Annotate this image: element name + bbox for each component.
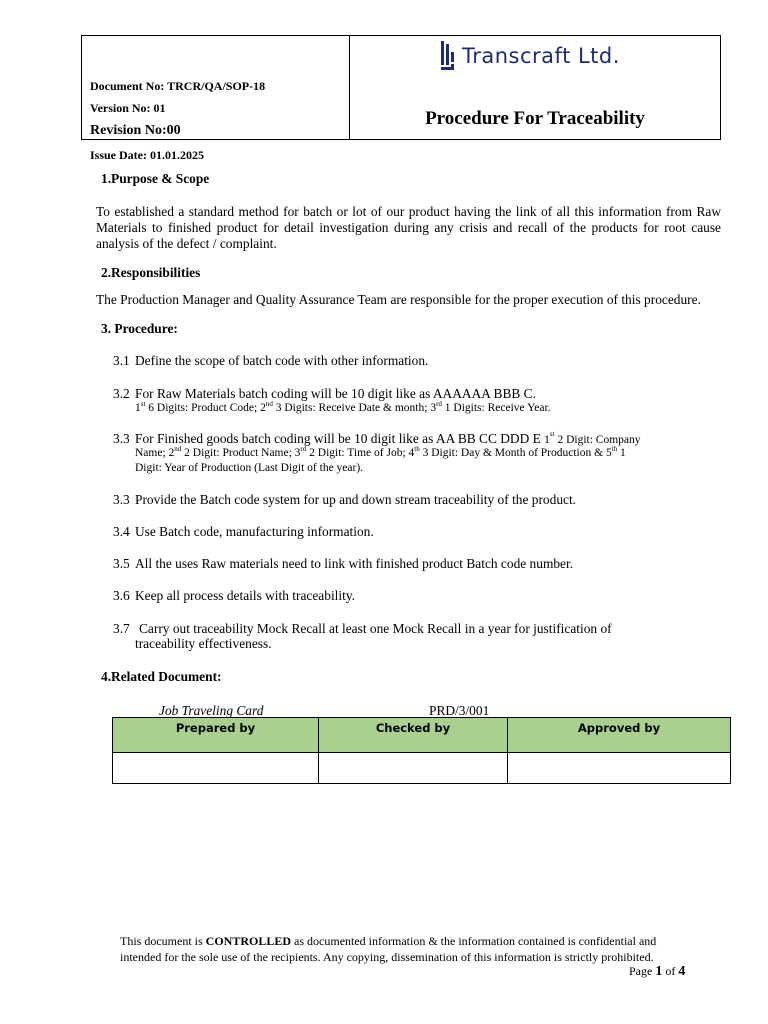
- procedure-item-number: 3.4: [113, 524, 130, 539]
- raw-material-code-detail: 1st 6 Digits: Product Code; 2nd 3 Digits: Receive Date & month; 3rd 1 Digits: Receive Year.: [135, 400, 551, 414]
- procedure-item-text: Carry out traceability Mock Recall at least one Mock Recall in a year for justification of: [139, 621, 612, 636]
- related-document-name: Job Traveling Card: [159, 703, 264, 718]
- finished-goods-code-detail: Name; 2nd 2 Digit: Product Name; 3rd 2 Digit: Time of Job; 4th 3 Digit: Day & Month of Production & 5th 1: [135, 445, 626, 459]
- procedure-item-text: All the uses Raw materials need to link with finished product Batch code number.: [135, 556, 574, 571]
- page-number: Page 1 of 4: [629, 964, 686, 979]
- procedure-item-number: 3.1: [113, 353, 130, 368]
- footer-line-2: intended for the sole use of the recipients. Any copying, dissemination of this information is strictly prohibited.: [120, 950, 654, 964]
- document-number: Document No: TRCR/QA/SOP-18: [90, 79, 266, 93]
- related-document-code: PRD/3/001: [429, 703, 490, 718]
- transcraft-logo-icon: [440, 40, 458, 72]
- approved-by-header: Approved by: [508, 718, 731, 753]
- page-title: Procedure For Traceability: [425, 108, 645, 129]
- prepared-by-signature[interactable]: [113, 753, 319, 784]
- responsibilities-text: The Production Manager and Quality Assurance Team are responsible for the proper execution of this procedure.: [96, 292, 701, 307]
- procedure-item-number: 3.6: [113, 588, 130, 603]
- checked-by-signature[interactable]: [319, 753, 508, 784]
- checked-by-header: Checked by: [319, 718, 508, 753]
- responsibilities-heading: 2.Responsibilities: [101, 265, 201, 280]
- related-document-heading: 4.Related Document:: [101, 669, 222, 684]
- procedure-item-number: 3.7: [113, 621, 130, 636]
- procedure-item-number: 3.3: [113, 431, 130, 446]
- purpose-heading: 1.Purpose & Scope: [101, 171, 210, 186]
- procedure-item-text: Keep all process details with traceability.: [135, 588, 355, 603]
- company-logo: [440, 40, 620, 72]
- procedure-item-text: Define the scope of batch code with other information.: [135, 353, 429, 368]
- procedure-item-number: 3.5: [113, 556, 130, 571]
- revision-number: Revision No:00: [90, 123, 181, 138]
- approved-by-signature[interactable]: [508, 753, 731, 784]
- procedure-item-number: 3.3: [113, 492, 130, 507]
- document-info-cell: [82, 36, 350, 162]
- issue-date: Issue Date: 01.01.2025: [90, 148, 204, 162]
- approval-header-row: [113, 718, 731, 753]
- document-header: [81, 35, 721, 162]
- title-cell: [350, 36, 720, 139]
- version-number: Version No: 01: [90, 101, 166, 115]
- approval-table: [112, 717, 731, 784]
- footer-line-1: This document is CONTROLLED as documented information & the information contained is confidential and: [120, 934, 657, 948]
- purpose-text: To established a standard method for batch or lot of our product having the link of all this information from Raw Materials to finished product for detail investigation during any crisis and recall of the products for root cause analysis of the defect / complaint.: [96, 204, 721, 251]
- procedure-item-text-continued: traceability effectiveness.: [135, 636, 272, 651]
- procedure-item-text: Provide the Batch code system for up and down stream traceability of the product.: [135, 492, 577, 507]
- prepared-by-header: Prepared by: [113, 718, 319, 753]
- procedure-item-text: Use Batch code, manufacturing information.: [135, 524, 374, 539]
- procedure-item-number: 3.2: [113, 386, 130, 401]
- procedure-heading: 3. Procedure:: [101, 321, 178, 336]
- company-name: Transcraft Ltd.: [462, 44, 620, 68]
- procedure-item-text: For Finished goods batch coding will be 10 digit like as AA BB CC DDD E 1st 2 Digit: Company: [135, 430, 641, 446]
- approval-signature-row: [113, 753, 731, 784]
- confidentiality-footer: [120, 933, 700, 965]
- procedure-item-text: For Raw Materials batch coding will be 10 digit like as AAAAAA BBB C.: [135, 386, 536, 401]
- finished-goods-code-detail-2: Digit: Year of Production (Last Digit of the year).: [135, 462, 364, 474]
